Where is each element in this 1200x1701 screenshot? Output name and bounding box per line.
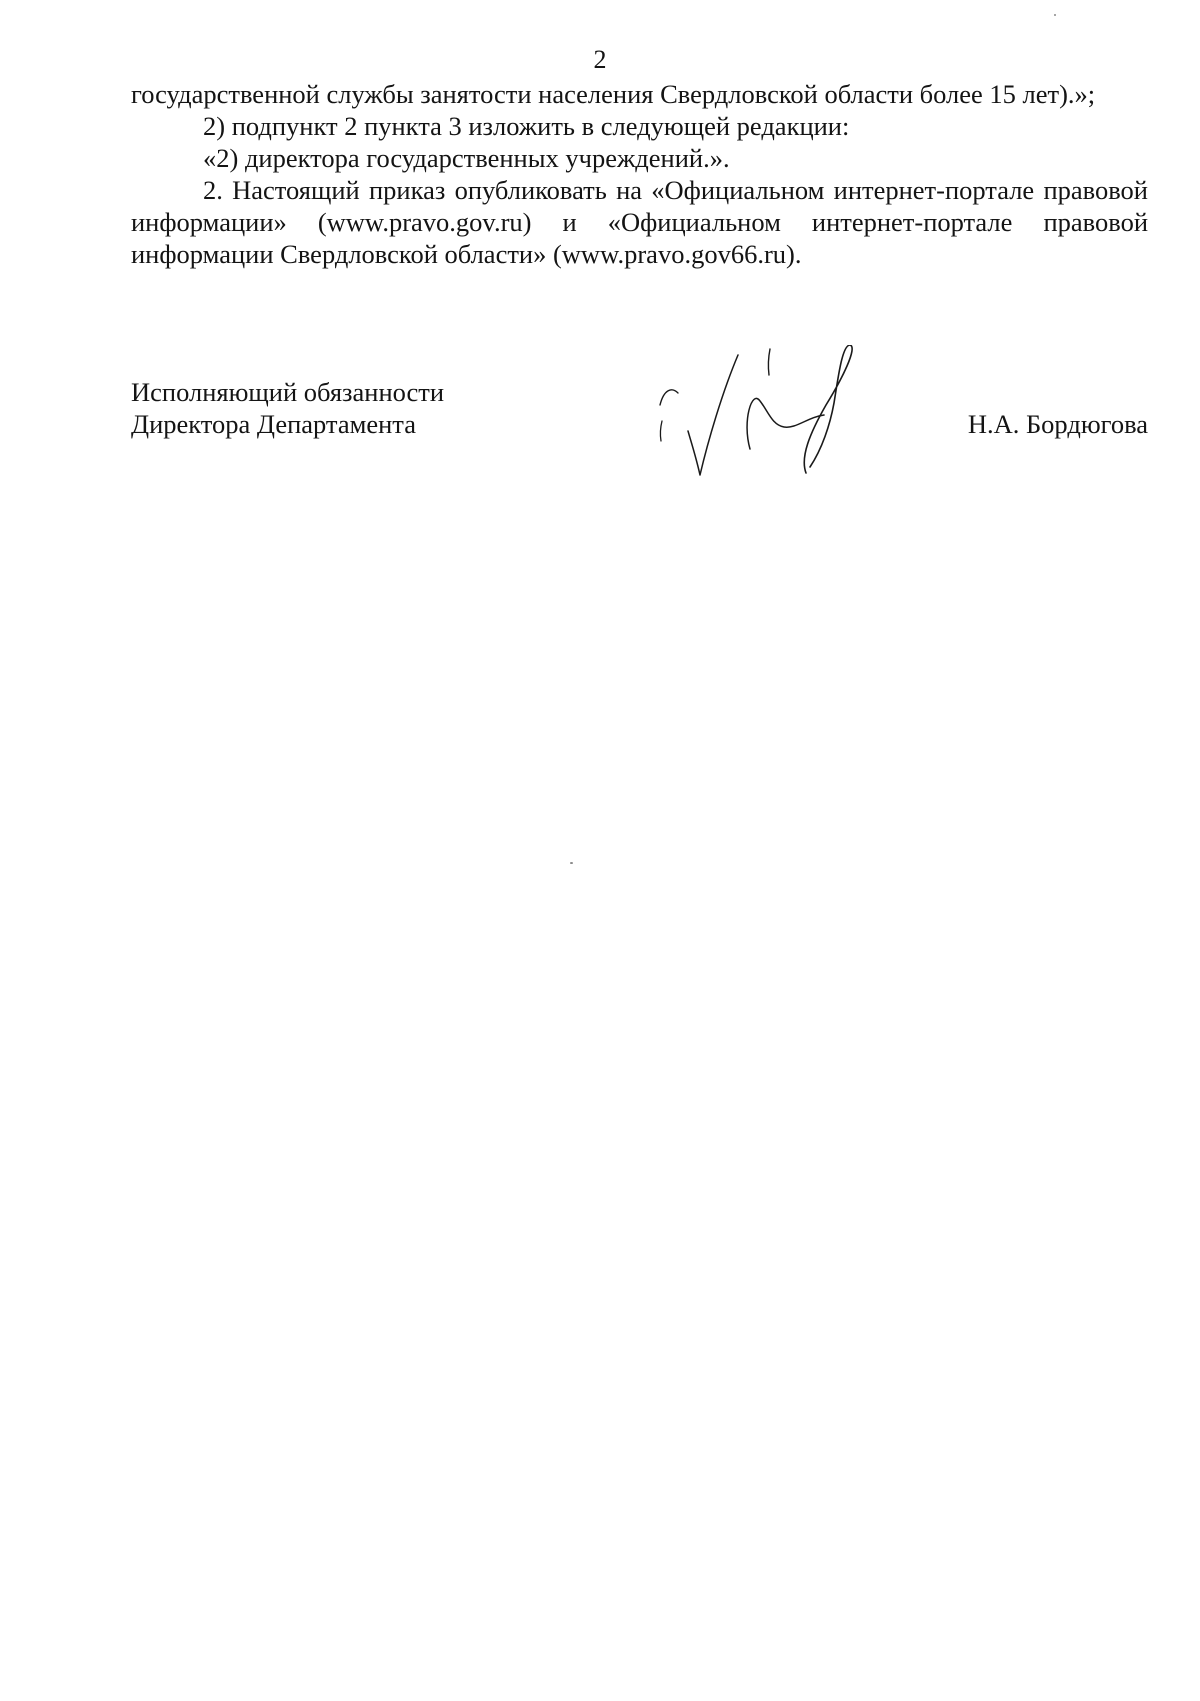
- paragraph-subpoint-text: «2) директора государственных учреждений.».: [203, 143, 730, 173]
- signature-stroke: [688, 355, 738, 475]
- scan-speck: [570, 862, 573, 864]
- scan-speck: [1054, 14, 1056, 16]
- signature-stroke: [660, 421, 662, 441]
- page-number: 2: [593, 45, 607, 74]
- handwritten-signature: [658, 345, 888, 485]
- signatory-title: [131, 376, 444, 440]
- signature-stroke: [660, 390, 678, 405]
- paragraph-publication-order: 2. Настоящий приказ опубликовать на «Официальном интернет-портале правовой информации» (www.pravo.gov.ru) и «Официальном интернет-портале правовой информации Свердловской области» (www.pravo.gov66.ru).: [131, 175, 1148, 269]
- signature-stroke: [768, 349, 770, 375]
- signatory-name: Н.А. Бордюгова: [967, 409, 1148, 439]
- paragraph-continuation: государственной службы занятости населения Свердловской области более 15 лет).»;: [131, 79, 1096, 109]
- paragraph-subpoint-edit: 2) подпункт 2 пункта 3 изложить в следующей редакции:: [203, 111, 850, 141]
- document-body: [131, 78, 1148, 270]
- signature-block: [131, 376, 1148, 496]
- signatory-title-line-2: Директора Департамента: [131, 409, 416, 439]
- signatory-title-line-1: Исполняющий обязанности: [131, 377, 445, 407]
- signature-stroke: [747, 398, 824, 449]
- signature-stroke: [804, 345, 852, 473]
